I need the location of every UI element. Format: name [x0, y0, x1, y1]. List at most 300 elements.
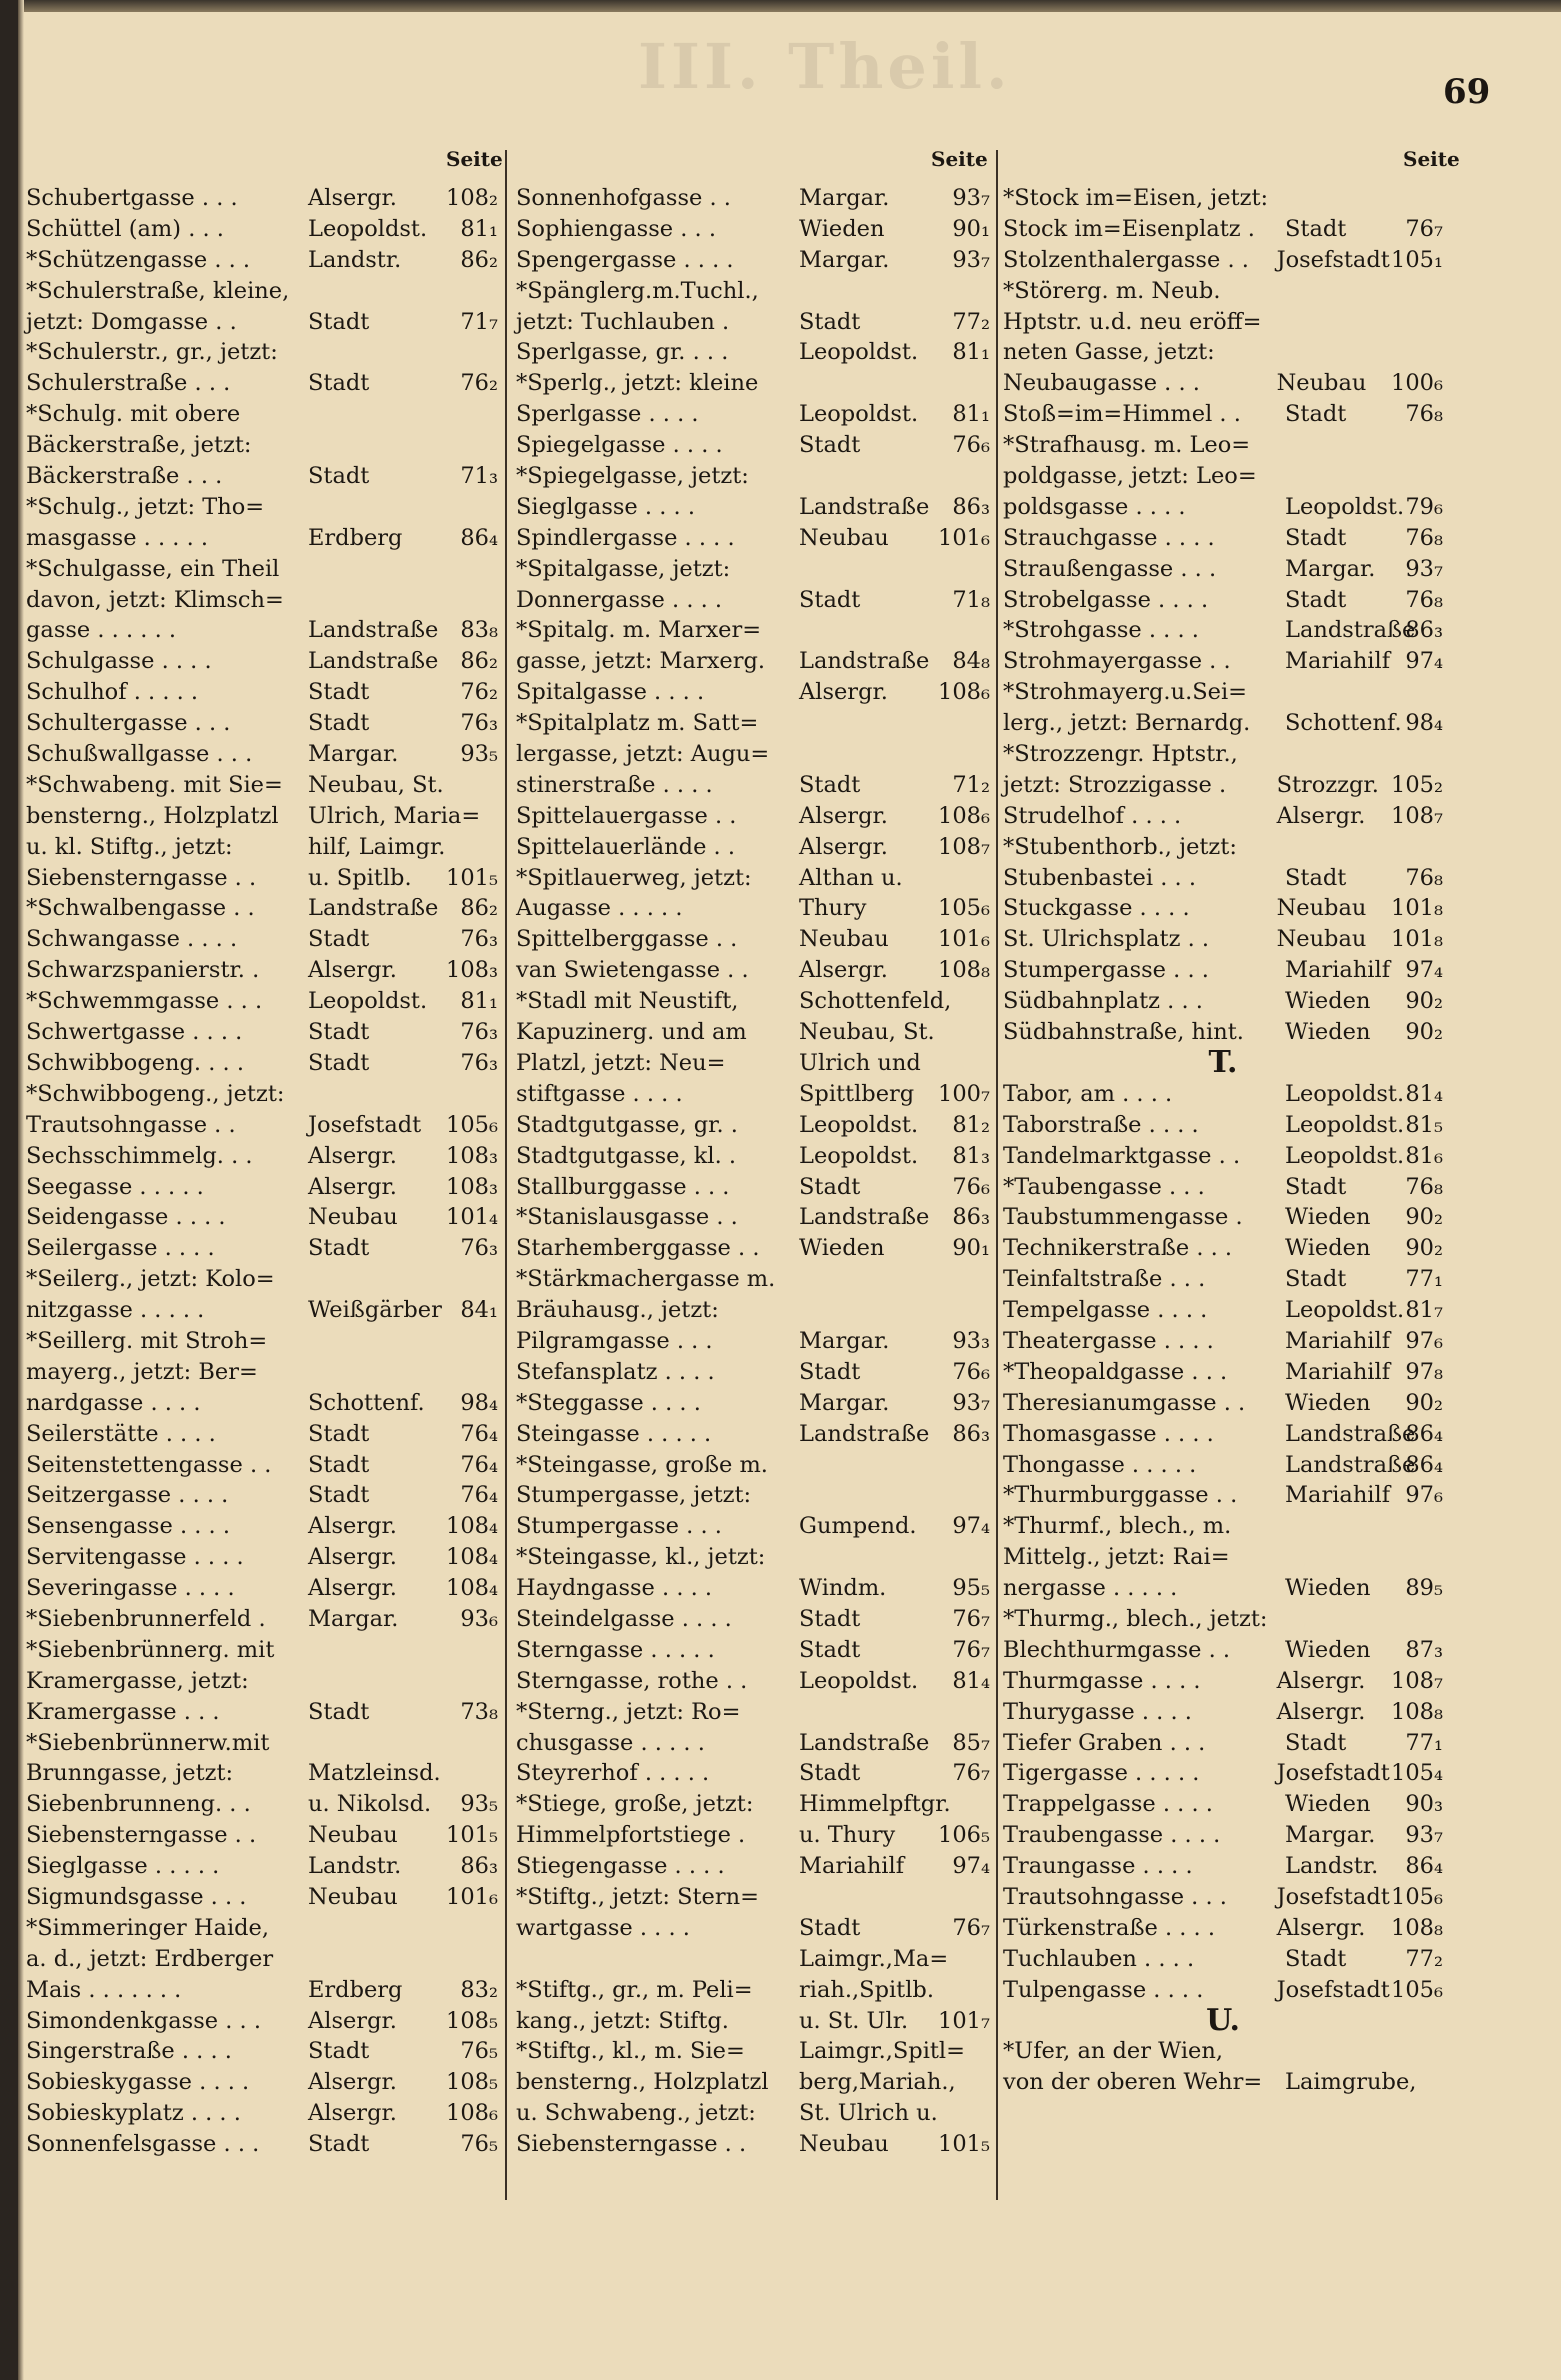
district: Wieden: [799, 1235, 885, 1262]
index-entry: [516, 2098, 990, 2129]
district: Erdberg: [308, 1976, 403, 2003]
index-entry: [516, 492, 990, 523]
index-entry: [26, 646, 498, 677]
street-name: *Steggasse . . . .: [516, 1389, 701, 1416]
index-entry: [1003, 245, 1443, 276]
street-name: Tabor, am . . . .: [1003, 1080, 1173, 1107]
street-name: Donnergasse . . . .: [516, 586, 723, 613]
index-entry: [1003, 1264, 1443, 1295]
page-ref: 77₁: [1405, 1266, 1443, 1293]
street-name: Bräuhausg., jetzt:: [516, 1297, 719, 1324]
index-entry: [1003, 677, 1443, 708]
district: Stadt: [308, 1235, 370, 1262]
index-entry: [516, 1419, 990, 1450]
street-name: Schulerstraße . . .: [26, 370, 231, 397]
page-ref: 76₃: [460, 710, 498, 737]
district: Leopoldst.: [308, 215, 428, 242]
index-entry: [26, 2067, 498, 2098]
index-entry: [26, 276, 498, 307]
district: u. Spitlb.: [308, 864, 412, 891]
street-name: nitzgasse . . . . .: [26, 1297, 205, 1324]
district: Gumpend.: [799, 1513, 917, 1540]
district: Leopoldst.: [799, 339, 919, 366]
street-name: Schwangasse . . . .: [26, 926, 238, 953]
index-entry: [26, 770, 498, 801]
index-entry: [516, 1882, 990, 1913]
page-ref: 71₃: [460, 463, 498, 490]
index-entry: [26, 307, 498, 338]
index-entry: [516, 1697, 990, 1728]
index-entry: [516, 1202, 990, 1233]
index-entry: [1003, 646, 1443, 677]
district: St. Ulrich u.: [799, 2100, 938, 2127]
page-ref: 108₇: [1391, 802, 1443, 829]
street-name: Schwarzspanierstr. .: [26, 957, 260, 984]
street-name: Schüttel (am) . . .: [26, 215, 224, 242]
index-entry: [516, 863, 990, 894]
district: Stadt: [1285, 586, 1347, 613]
district: Margar.: [1285, 1822, 1376, 1849]
street-name: Kramergasse, jetzt:: [26, 1667, 249, 1694]
index-entry: [1003, 399, 1443, 430]
index-entry: [1003, 1975, 1443, 2006]
page-ref: 95₅: [952, 1575, 990, 1602]
index-entry: [516, 1110, 990, 1141]
index-entry: [516, 1172, 990, 1203]
district: Leopoldst.: [1285, 1142, 1405, 1169]
page-ref: 86₃: [460, 1853, 498, 1880]
index-entry: [1003, 1635, 1443, 1666]
street-name: Trautsohngasse . . .: [1003, 1883, 1227, 1910]
district: u. St. Ulr.: [799, 2007, 909, 2034]
index-entry: [26, 1666, 498, 1697]
district: Stadt: [308, 710, 370, 737]
district: Alsergr.: [308, 2007, 397, 2034]
index-entry: [1003, 1944, 1443, 1975]
index-entry: [1003, 770, 1443, 801]
running-head-show-through: III. Theil.: [638, 30, 1012, 103]
street-name: Stolzenthalergasse . .: [1003, 246, 1249, 273]
street-name: Siebensterngasse . .: [26, 864, 257, 891]
index-entry: [516, 1388, 990, 1419]
district: Laimgrube,: [1285, 2069, 1417, 2096]
index-entry: [1003, 461, 1443, 492]
page-ref: 86₂: [460, 895, 498, 922]
page-ref: 108₆: [938, 802, 990, 829]
street-name: Stadtgutgasse, gr. .: [516, 1111, 738, 1138]
index-entry: [26, 2098, 498, 2129]
index-entry: [1003, 214, 1443, 245]
index-entry: [1003, 1758, 1443, 1789]
page-ref: 76₄: [460, 1420, 498, 1447]
street-name: Sobieskygasse . . . .: [26, 2069, 250, 2096]
district: Wieden: [1285, 1791, 1371, 1818]
district: Alsergr.: [1276, 1698, 1366, 1725]
street-name: Mais . . . . . . .: [26, 1976, 182, 2003]
index-entry: [1003, 1728, 1443, 1759]
index-entry: [516, 1542, 990, 1573]
page-ref: 86₄: [460, 524, 498, 551]
district: Wieden: [799, 215, 885, 242]
index-entry: [1003, 183, 1443, 214]
street-name: nardgasse . . . .: [26, 1389, 201, 1416]
page-ref: 93₆: [460, 1605, 498, 1632]
page-ref: 81₂: [952, 1111, 990, 1138]
street-name: Schubertgasse . . .: [26, 185, 238, 211]
page-ref: 86₂: [460, 648, 498, 675]
index-entry: [26, 1264, 498, 1295]
street-name: stinerstraße . . . .: [516, 771, 713, 798]
district: Wieden: [1285, 1204, 1371, 1231]
street-name: Stumpergasse . . .: [516, 1513, 722, 1540]
index-entry: [516, 708, 990, 739]
street-name: Steyrerhof . . . . .: [516, 1760, 710, 1787]
street-name: Seilergasse . . . .: [26, 1235, 215, 1262]
street-name: Spitalgasse . . . .: [516, 679, 705, 706]
index-entry: [1003, 585, 1443, 616]
street-name: Sperlgasse . . . .: [516, 401, 699, 428]
page-ref: 98₄: [1405, 710, 1443, 737]
index-entry: [26, 1573, 498, 1604]
street-name: *Siebenbrunnerfeld .: [26, 1605, 266, 1632]
page-ref: 93₇: [952, 185, 990, 211]
index-entry: [516, 832, 990, 863]
district: Leopoldst.: [799, 1667, 919, 1694]
street-name: chusgasse . . . . .: [516, 1729, 705, 1756]
street-name: neten Gasse, jetzt:: [1003, 339, 1215, 366]
page-ref: 84₈: [952, 648, 990, 675]
district: Leopoldst.: [1285, 1111, 1405, 1138]
street-name: Singerstraße . . . .: [26, 2038, 232, 2065]
street-name: *Schulg. mit obere: [26, 401, 241, 428]
district: Alsergr.: [1276, 1914, 1366, 1941]
page-ref: 101₆: [938, 524, 990, 551]
street-name: Tigergasse . . . . .: [1003, 1760, 1200, 1787]
street-name: *Schwalbengasse . .: [26, 895, 255, 922]
district: Mariahilf: [1285, 957, 1391, 984]
index-entry: [26, 1511, 498, 1542]
page-ref: 105₁: [1391, 246, 1443, 273]
page-ref: 76₅: [460, 2131, 498, 2158]
street-name: Sophiengasse . . .: [516, 215, 716, 242]
page-ref: 71₂: [952, 771, 990, 798]
page-ref: 97₆: [1405, 1327, 1443, 1354]
district: Neubau: [308, 1883, 398, 1910]
street-name: Theresianumgasse . .: [1003, 1389, 1246, 1416]
street-name: *Stiege, große, jetzt:: [516, 1791, 754, 1818]
street-name: Pilgramgasse . . .: [516, 1327, 713, 1354]
index-entry: [516, 1728, 990, 1759]
street-name: *Seilerg., jetzt: Kolo=: [26, 1266, 275, 1293]
index-entry: [1003, 1573, 1443, 1604]
street-name: *Störerg. m. Neub.: [1003, 277, 1221, 304]
district: Leopoldst.: [1285, 1080, 1405, 1107]
street-name: Tiefer Graben . . .: [1003, 1729, 1206, 1756]
index-entry: [26, 1728, 498, 1759]
street-name: Stadtgutgasse, kl. .: [516, 1142, 737, 1169]
district: Landstraße: [799, 1204, 930, 1231]
district: Stadt: [308, 1019, 370, 1046]
page-ref: 76₃: [460, 1049, 498, 1076]
index-entry: [516, 801, 990, 832]
district: Himmelpftgr.: [799, 1791, 951, 1818]
street-name: Schwibbogeng. . . .: [26, 1049, 244, 1076]
district: Leopoldst.: [799, 1142, 919, 1169]
page-ref: 108₃: [446, 957, 498, 984]
seite-header: Seite: [1403, 147, 1460, 171]
district: Schottenf.: [1285, 710, 1402, 737]
page-ref: 77₁: [1405, 1729, 1443, 1756]
page-ref: 81₁: [952, 339, 990, 366]
seite-header: Seite: [446, 147, 503, 171]
index-entry: [1003, 1480, 1443, 1511]
district: Stadt: [1285, 401, 1347, 428]
district: Margar.: [799, 1327, 890, 1354]
street-name: Blechthurmgasse . .: [1003, 1636, 1231, 1663]
page-ref: 90₂: [1405, 988, 1443, 1015]
index-entry: [1003, 1141, 1443, 1172]
street-name: a. d., jetzt: Erdberger: [26, 1945, 274, 1972]
index-entry: [516, 1480, 990, 1511]
page-ref: 108₃: [446, 1173, 498, 1200]
page-ref: 90₂: [1405, 1389, 1443, 1416]
column-rule: [505, 150, 507, 2200]
index-entry: [26, 955, 498, 986]
district: Alsergr.: [308, 2069, 397, 2096]
district: Margar.: [1285, 555, 1376, 582]
page-ref: 90₁: [952, 1235, 990, 1262]
street-name: Spittelberggasse . .: [516, 926, 738, 953]
street-name: Stoß=im=Himmel . .: [1003, 401, 1241, 428]
page-ref: 77₂: [952, 308, 990, 335]
street-name: *Stubenthorb., jetzt:: [1003, 833, 1237, 860]
district: Stadt: [308, 308, 370, 335]
street-name: *Schützengasse . . .: [26, 246, 251, 273]
street-name: poldgasse, jetzt: Leo=: [1003, 463, 1257, 490]
street-name: Sobieskyplatz . . . .: [26, 2100, 241, 2127]
page-ref: 76₈: [1405, 864, 1443, 891]
street-list: [516, 183, 990, 2160]
index-entry: [516, 2036, 990, 2067]
page: [18, 0, 1561, 2380]
street-name: *Stadl mit Neustift,: [516, 988, 739, 1015]
street-name: Bäckerstraße, jetzt:: [26, 432, 252, 459]
index-entry: [516, 615, 990, 646]
page-ref: 86₃: [952, 493, 990, 520]
street-name: Seegasse . . . . .: [26, 1173, 204, 1200]
index-entry: [26, 1944, 498, 1975]
page-ref: 81₄: [1405, 1080, 1443, 1107]
district: Laimgr.,Spitl=: [799, 2038, 965, 2065]
district: Landstraße: [799, 493, 930, 520]
street-name: Siebensterngasse . .: [516, 2131, 747, 2158]
index-entry: [516, 1604, 990, 1635]
page-ref: 76₃: [460, 926, 498, 953]
index-entry: [1003, 1820, 1443, 1851]
index-entry: [516, 1758, 990, 1789]
page-ref: 90₁: [952, 215, 990, 242]
district: Josefstadt: [308, 1111, 422, 1138]
letter-heading: T.: [1208, 1044, 1238, 1080]
district: Wieden: [1285, 988, 1371, 1015]
street-name: wartgasse . . . .: [516, 1914, 690, 1941]
index-entry: [1003, 863, 1443, 894]
district: Stadt: [308, 679, 370, 706]
index-entry: [516, 368, 990, 399]
street-name: *Spiegelgasse, jetzt:: [516, 463, 749, 490]
page-ref: 71₈: [952, 586, 990, 613]
street-name: *Simmeringer Haide,: [26, 1914, 270, 1941]
street-name: Severingasse . . . .: [26, 1575, 235, 1602]
district: Wieden: [1285, 1019, 1371, 1046]
page-ref: 76₇: [952, 1605, 990, 1632]
index-entry: [26, 1480, 498, 1511]
page-ref: 76₆: [952, 1173, 990, 1200]
page-ref: 76₇: [1405, 215, 1443, 242]
page-ref: 93₇: [1405, 1822, 1443, 1849]
index-entry: [1003, 1233, 1443, 1264]
street-name: kang., jetzt: Stiftg.: [516, 2007, 729, 2034]
street-name: Hptstr. u.d. neu eröff=: [1003, 308, 1262, 335]
district: u. Nikolsd.: [308, 1791, 432, 1818]
page-ref: 105₄: [1391, 1760, 1443, 1787]
street-name: Mittelg., jetzt: Rai=: [1003, 1544, 1230, 1571]
index-entry: [26, 1048, 498, 1079]
district: Schottenfeld,: [799, 988, 952, 1015]
page-ref: 81₁: [460, 988, 498, 1015]
street-name: Seidengasse . . . .: [26, 1204, 226, 1231]
district: Stadt: [308, 1698, 370, 1725]
street-name: Teinfaltstraße . . .: [1003, 1266, 1206, 1293]
street-name: *Stock im=Eisen, jetzt:: [1003, 185, 1269, 211]
page-ref: 108₄: [446, 1544, 498, 1571]
street-name: Thurmgasse . . . .: [1003, 1667, 1201, 1694]
street-name: *Strafhausg. m. Leo=: [1003, 432, 1251, 459]
index-entry: [516, 1820, 990, 1851]
index-entry: [516, 1975, 990, 2006]
street-name: stiftgasse . . . .: [516, 1080, 683, 1107]
district: Mariahilf: [1285, 1358, 1391, 1385]
district: Thury: [799, 895, 867, 922]
street-name: lergasse, jetzt: Augu=: [516, 741, 770, 768]
district: Neubau: [1276, 370, 1367, 397]
page-ref: 76₈: [1405, 524, 1443, 551]
index-entry: [516, 554, 990, 585]
page-ref: 81₁: [952, 401, 990, 428]
index-entry: [26, 183, 498, 214]
index-entry: [516, 2129, 990, 2160]
district: Landstr.: [1285, 1853, 1379, 1880]
street-name: masgasse . . . . .: [26, 524, 209, 551]
page-ref: 76₄: [460, 1482, 498, 1509]
page-ref: 108₆: [938, 679, 990, 706]
page-ref: 101₆: [938, 926, 990, 953]
page-ref: 71₇: [460, 308, 498, 335]
street-name: jetzt: Tuchlauben .: [516, 308, 730, 335]
page-ref: 83₂: [460, 1976, 498, 2003]
district: Stadt: [799, 1760, 861, 1787]
district: Leopoldst.: [799, 401, 919, 428]
street-name: Stock im=Eisenplatz .: [1003, 215, 1255, 242]
page-ref: 97₄: [1405, 957, 1443, 984]
street-name: Schulhof . . . . .: [26, 679, 199, 706]
district: Landstraße: [799, 1729, 930, 1756]
street-name: davon, jetzt: Klimsch=: [26, 586, 284, 613]
street-name: Spindlergasse . . . .: [516, 524, 735, 551]
street-name: Spittelauerlände . .: [516, 833, 736, 860]
street-name: Trautsohngasse . .: [26, 1111, 236, 1138]
street-name: Sigmundsgasse . . .: [26, 1883, 247, 1910]
street-name: Stumpergasse . . .: [1003, 957, 1209, 984]
index-entry: [516, 1233, 990, 1264]
index-entry: [1003, 1017, 1443, 1048]
index-entry: [516, 1357, 990, 1388]
district: Stadt: [308, 1049, 370, 1076]
district: Stadt: [308, 2038, 370, 2065]
page-ref: 101₈: [1391, 926, 1443, 953]
street-name: u. Schwabeng., jetzt:: [516, 2100, 756, 2127]
street-name: *Thurmg., blech., jetzt:: [1003, 1605, 1268, 1632]
district: Leopoldst.: [799, 1111, 919, 1138]
district: Stadt: [308, 1482, 370, 1509]
index-entry: [1003, 1326, 1443, 1357]
index-entry: [26, 337, 498, 368]
street-name: Sensengasse . . . .: [26, 1513, 231, 1540]
street-name: Sieglgasse . . . . .: [26, 1853, 220, 1880]
page-ref: 100₇: [938, 1080, 990, 1107]
page-ref: 97₄: [952, 1513, 990, 1540]
district: Stadt: [1285, 1729, 1347, 1756]
district: Stadt: [799, 1636, 861, 1663]
page-ref: 108₅: [446, 2069, 498, 2096]
district: Mariahilf: [1285, 1327, 1391, 1354]
street-name: *Siebenbrünnerw.mit: [26, 1729, 270, 1756]
index-entry: [26, 1450, 498, 1481]
street-name: *Spänglerg.m.Tuchl.,: [516, 277, 759, 304]
district: berg,Mariah.,: [799, 2069, 956, 2096]
street-name: *Sterng., jetzt: Ro=: [516, 1698, 741, 1725]
page-ref: 76₄: [460, 1451, 498, 1478]
district: Neubau: [799, 926, 889, 953]
district: Mariahilf: [799, 1853, 905, 1880]
page-ref: 79₆: [1405, 493, 1443, 520]
street-name: *Stiftg., jetzt: Stern=: [516, 1883, 759, 1910]
street-name: Kramergasse . . .: [26, 1698, 220, 1725]
street-name: jetzt: Strozzigasse .: [1003, 771, 1227, 798]
page-ref: 105₆: [446, 1111, 498, 1138]
index-entry: [516, 770, 990, 801]
index-entry: [26, 1357, 498, 1388]
street-name: Bäckerstraße . . .: [26, 463, 223, 490]
index-entry: [516, 1017, 990, 1048]
index-entry: [1003, 739, 1443, 770]
index-entry: [26, 430, 498, 461]
street-name: Stuckgasse . . . .: [1003, 895, 1190, 922]
index-entry: [26, 1017, 498, 1048]
index-entry: [516, 430, 990, 461]
street-name: Tulpengasse . . . .: [1003, 1976, 1204, 2003]
district: Ulrich, Maria=: [308, 802, 481, 829]
index-entry: [1003, 1913, 1443, 1944]
page-top-edge: [18, 0, 1561, 12]
page-ref: 76₈: [1405, 1173, 1443, 1200]
district: Stadt: [799, 771, 861, 798]
page-ref: 93₇: [952, 246, 990, 273]
index-entry: [1003, 1511, 1443, 1542]
index-entry: [516, 739, 990, 770]
district: Stadt: [799, 1914, 861, 1941]
district: Alsergr.: [308, 2100, 397, 2127]
